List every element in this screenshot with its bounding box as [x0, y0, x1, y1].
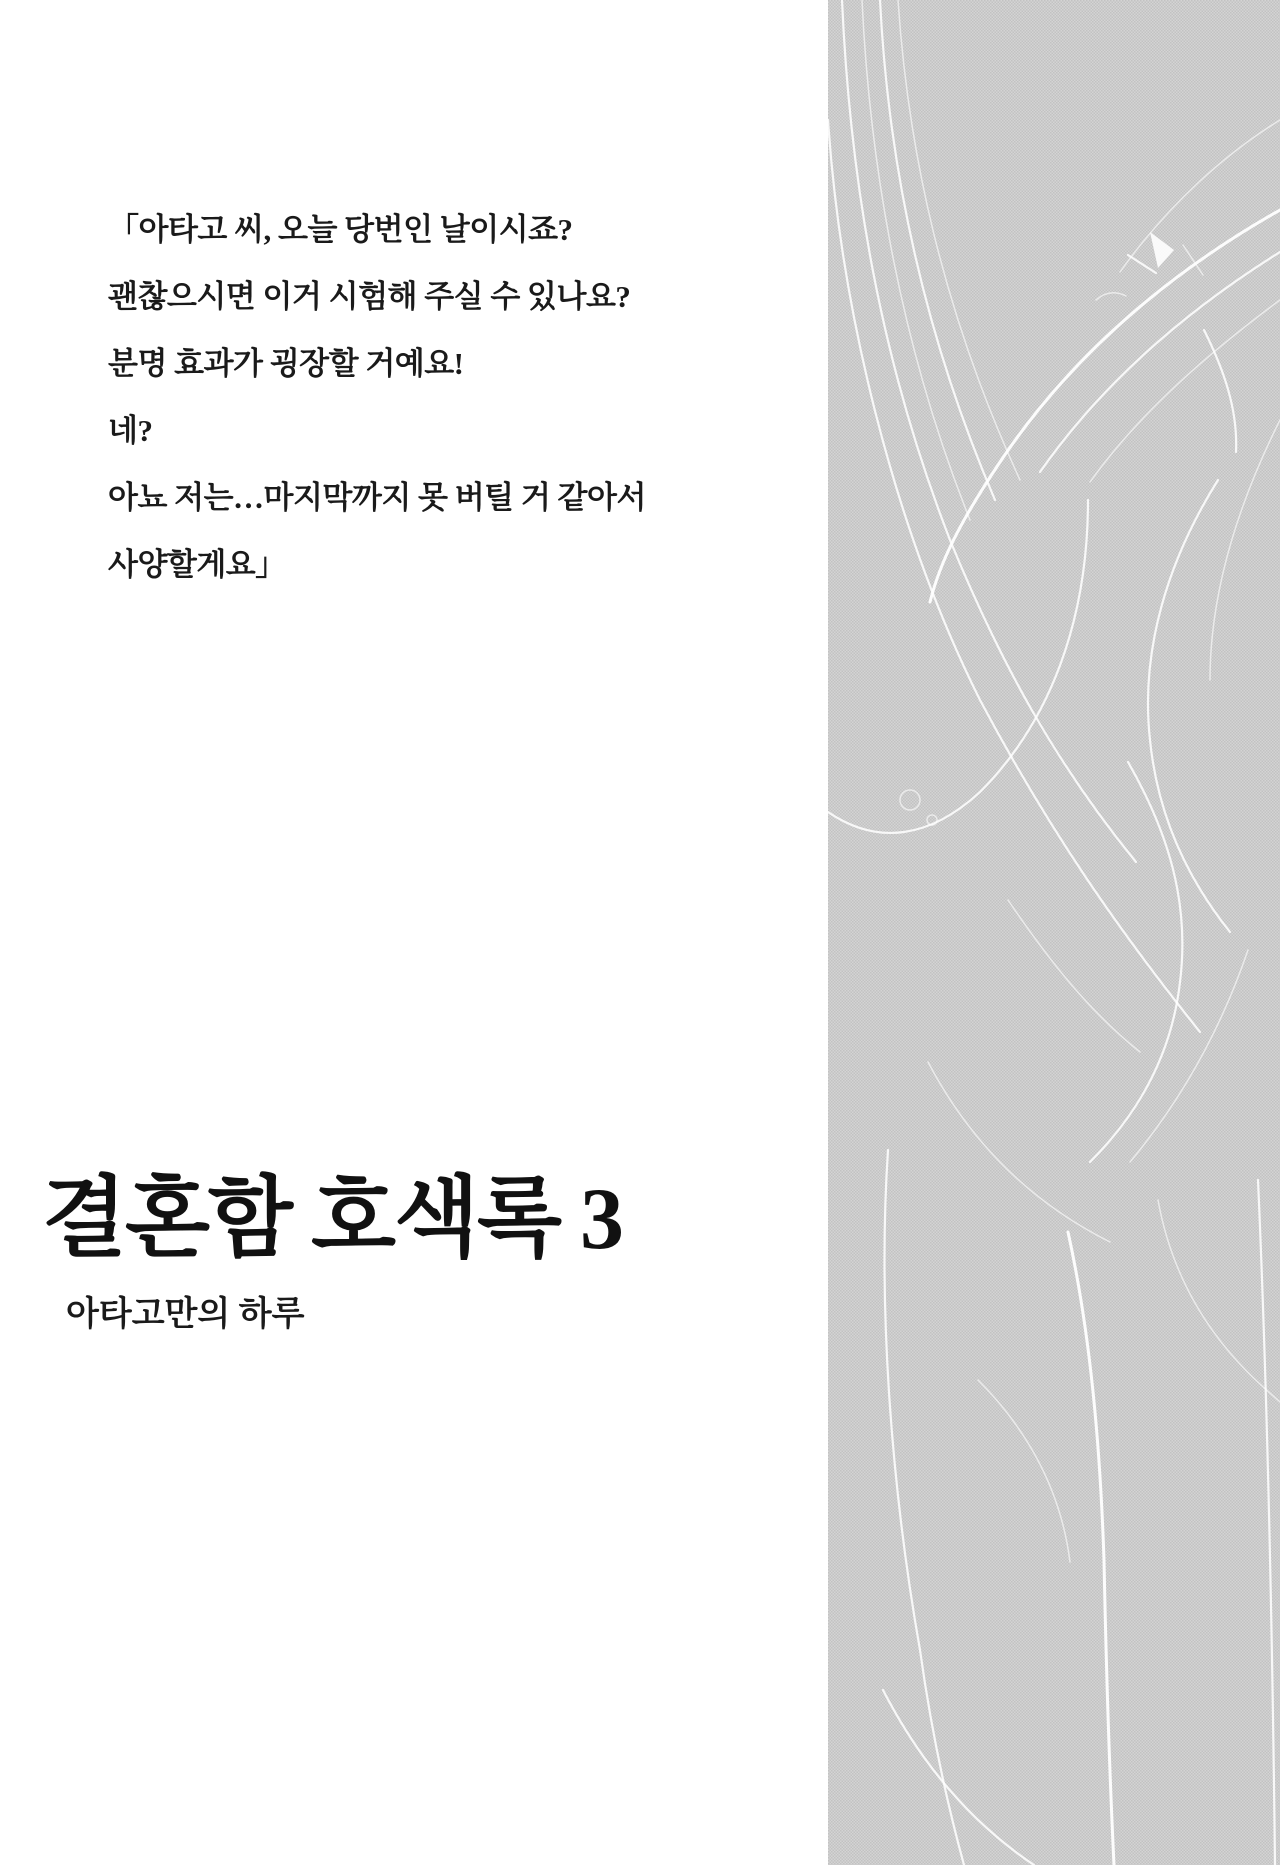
dialogue-block — [108, 196, 728, 598]
dialogue-line-3: 분명 효과가 굉장할 거예요! — [108, 346, 464, 381]
dialogue-line-5: 아뇨 저는…마지막까지 못 버틸 거 같아서 — [108, 480, 646, 515]
dialogue-line-4: 네? — [108, 413, 153, 448]
character-sketch-lineart — [828, 0, 1280, 1865]
dialogue-line-1: 「아타고 씨, 오늘 당번인 날이시죠? — [108, 212, 573, 247]
title-block — [42, 1168, 782, 1335]
page-title: 결혼함 호색록 3 — [42, 1171, 623, 1268]
page-subtitle: 아타고만의 하루 — [66, 1296, 305, 1333]
art-panel — [828, 0, 1280, 1865]
dialogue-line-6: 사양할게요」 — [108, 547, 286, 582]
dialogue-line-2: 괜찮으시면 이거 시험해 주실 수 있나요? — [108, 279, 631, 314]
